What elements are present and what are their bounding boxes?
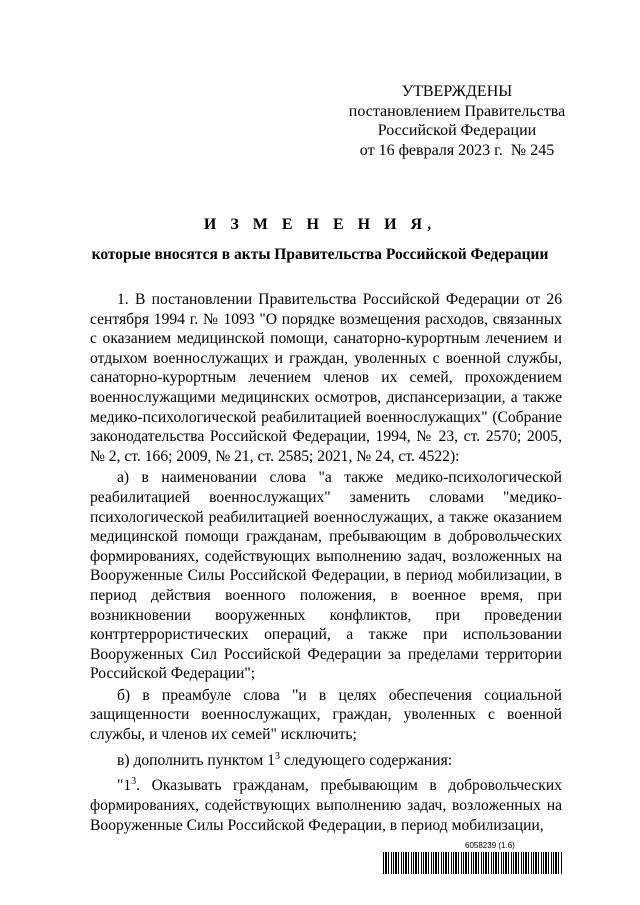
- approval-line-resolution: постановлением Правительства: [348, 102, 566, 120]
- document-body: [90, 290, 562, 835]
- paragraph-3: б) в преамбуле слова "и в целях обеспечения социальной защищенности военнослужащих, граждан, уволенных с военной службы, и членов их семей" исключить;: [90, 686, 562, 744]
- document-title: И З М Е Н Е Н И Я,: [203, 216, 437, 233]
- approval-stamp: [340, 82, 574, 160]
- paragraph-4-superscript: 3: [274, 750, 280, 762]
- paragraph-4-text-end: следующего содержания:: [279, 751, 453, 769]
- approval-line-approved: УТВЕРЖДЕНЫ: [401, 83, 513, 100]
- barcode-number: 6058239 (1.6): [465, 841, 515, 850]
- document-subtitle: которые вносятся в акты Правительства Российской Федерации: [91, 246, 549, 263]
- barcode-image: [383, 852, 563, 874]
- paragraph-5-superscript: 3: [131, 776, 137, 788]
- paragraph-4-text: в) дополнить пунктом 1: [117, 751, 275, 769]
- paragraph-1: 1. В постановлении Правительства Российской Федерации от 26 сентября 1994 г. № 1093 "О порядке возмещения расходов, связанных с оказанием медицинской помощи, санаторно-курортным лечением и отдыхом военнослужащих и граждан, уволенных с военной службы, санаторно-курортным лечением членов их семей, прохождением военнослужащими медицинских осмотров, диспансеризации, а также медико-психологической реабилитацией военнослужащих" (Собрание законодательства Российской Федерации, 1994, № 23, ст. 2570; 2005, № 2, ст. 166; 2009, № 21, ст. 2585; 2021, № 24, ст. 4522):: [90, 291, 562, 465]
- paragraph-5-text-end: . Оказывать гражданам, пребывающим в добровольческих формированиях, содействующих выполнению задач, возложенных на Вооруженные Силы Российской Федерации, в период мобилизации,: [90, 777, 562, 834]
- paragraph-5-text: "1: [117, 777, 132, 795]
- paragraph-2: а) в наименовании слова "а также медико-психологической реабилитацией военнослужащих" заменить словами "медико-психологической реабилитацией военнослужащих, а также оказанием медицинской помощи гражданам, пребывающим в добровольческих формированиях, содействующих выполнению задач, возложенных на Вооруженные Силы Российской Федерации, в период мобилизации, в период действия военного положения, в военное время, при возникновении вооруженных конфликтов, при проведении контртеррористических операций, а также при использовании Вооруженных Сил Российской Федерации за пределами территории Российской Федерации";: [90, 469, 562, 683]
- approval-line-date: от 16 февраля 2023 г. № 245: [359, 141, 555, 159]
- approval-line-federation: Российской Федерации: [377, 122, 537, 139]
- paragraph-4: [90, 747, 562, 771]
- paragraph-5: [90, 772, 562, 835]
